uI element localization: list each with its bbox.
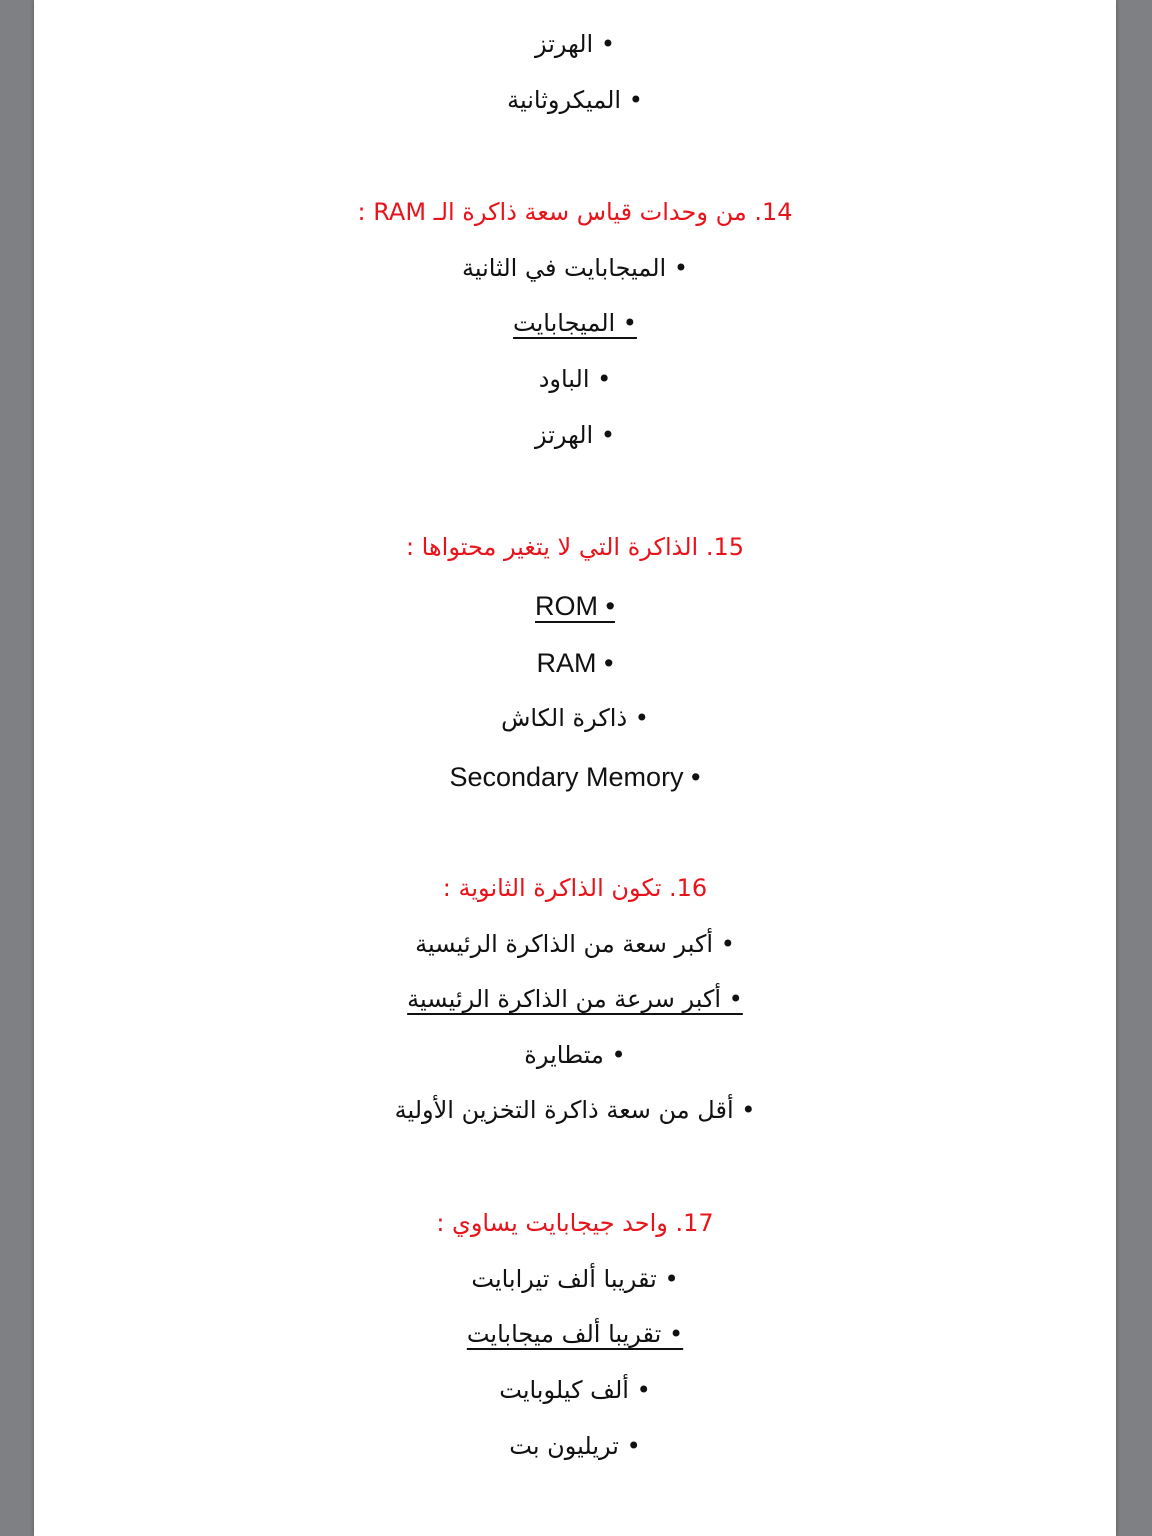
option-item: • ذاكرة الكاش	[501, 704, 649, 732]
option-item-correct: • أكبر سرعة من الذاكرة الرئيسية	[407, 985, 743, 1013]
option-item: Secondary Memory •	[449, 762, 701, 792]
option-item: • أقل من سعة ذاكرة التخزين الأولية	[394, 1096, 756, 1124]
option-item: • ألف كيلوبايت	[499, 1376, 651, 1404]
option-item: • الباود	[538, 365, 612, 393]
option-item-correct: • تقريبا ألف ميجابايت	[466, 1320, 684, 1348]
option-item: • الميجابايت في الثانية	[462, 254, 688, 282]
option-item: • الميكروثانية	[507, 86, 643, 114]
question-title: 14. من وحدات قياس سعة ذاكرة الـ RAM :	[357, 198, 793, 226]
option-item: • الهرتز	[535, 421, 615, 449]
option-item-correct: • الميجابايت	[513, 309, 637, 337]
option-item: • متطايرة	[524, 1041, 626, 1069]
option-item-correct: ROM •	[535, 591, 615, 621]
question-title: 16. تكون الذاكرة الثانوية :	[442, 874, 708, 902]
option-item: • تقريبا ألف تيرابايت	[471, 1265, 679, 1293]
option-item: • تريليون بت	[509, 1432, 641, 1460]
option-item: • الهرتز	[535, 30, 615, 58]
document-page	[34, 0, 1116, 1536]
question-title: 15. الذاكرة التي لا يتغير محتواها :	[405, 533, 745, 561]
option-item: • أكبر سعة من الذاكرة الرئيسية	[415, 930, 735, 958]
question-title: 17. واحد جيجابايت يساوي :	[436, 1209, 714, 1237]
option-item: RAM •	[536, 648, 614, 678]
